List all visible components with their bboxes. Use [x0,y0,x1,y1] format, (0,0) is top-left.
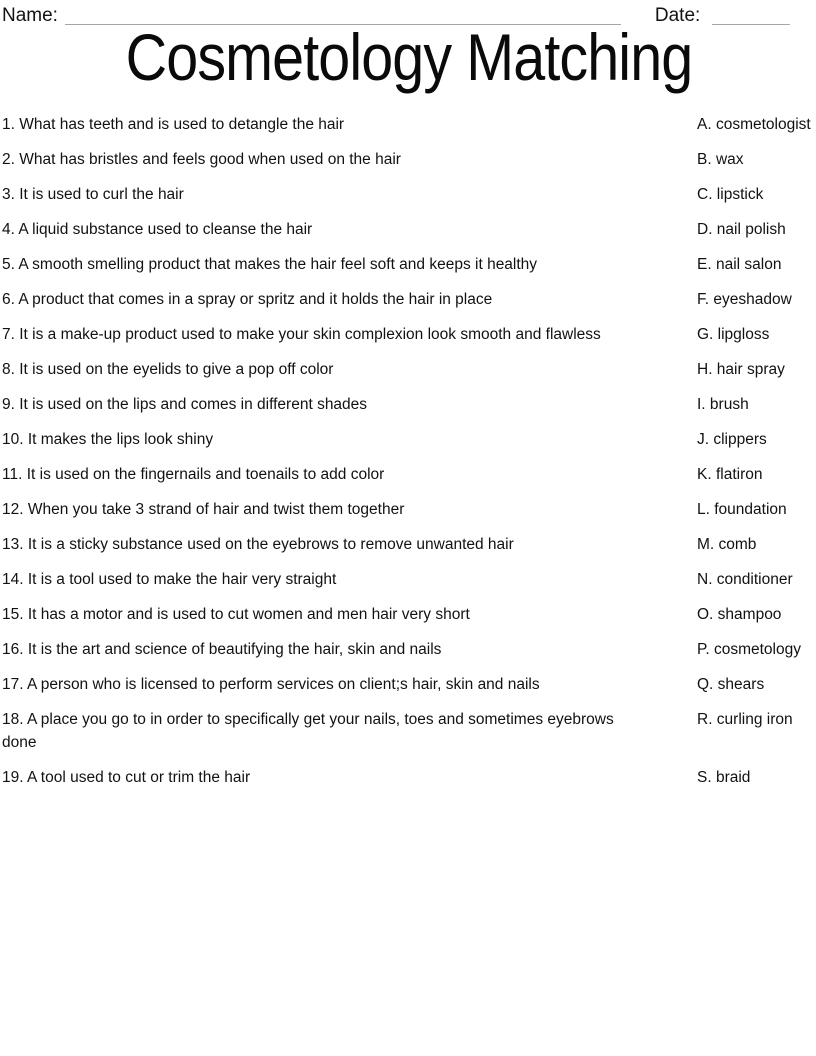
matching-row [2,603,816,626]
matching-row [2,428,816,451]
question-text: 5. A smooth smelling product that makes the hair feel soft and keeps it healthy [2,256,538,273]
matching-row [2,638,816,661]
answer-option: K. flatiron [697,466,763,483]
answer-option: R. curling iron [697,711,793,728]
date-label: Date: [654,5,701,26]
name-label: Name: [2,5,58,26]
question-text: 4. A liquid substance used to cleanse the hair [2,221,313,238]
page-title: Cosmetology Matching [125,20,693,94]
matching-row [2,766,816,789]
answer-option: F. eyeshadow [697,291,792,308]
matching-row [2,183,816,206]
question-text: 2. What has bristles and feels good when used on the hair [2,151,401,168]
matching-row [2,498,816,521]
question-text: 16. It is the art and science of beautifying the hair, skin and nails [2,641,442,658]
answer-option: Q. shears [697,676,765,693]
matching-row [2,568,816,591]
answer-option: I. brush [697,396,749,413]
matching-row [2,253,816,276]
matching-list [2,113,816,789]
question-text: 8. It is used on the eyelids to give a pop off color [2,361,334,378]
question-text: 13. It is a sticky substance used on the eyebrows to remove unwanted hair [2,536,514,553]
matching-row [2,148,816,171]
question-text: 6. A product that comes in a spray or spritz and it holds the hair in place [2,291,493,308]
answer-option: D. nail polish [697,221,786,238]
answer-option: E. nail salon [697,256,782,273]
question-text: 3. It is used to curl the hair [2,186,184,203]
question-text: 10. It makes the lips look shiny [2,431,214,448]
answer-option: B. wax [697,151,744,168]
matching-row [2,358,816,381]
matching-row [2,393,816,416]
matching-row [2,218,816,241]
matching-row [2,463,816,486]
answer-option: H. hair spray [697,361,785,378]
question-text: 1. What has teeth and is used to detangle the hair [2,116,345,133]
answer-option: C. lipstick [697,186,764,203]
answer-option: G. lipgloss [697,326,770,343]
answer-option: L. foundation [697,501,787,518]
question-text: 12. When you take 3 strand of hair and twist them together [2,501,405,518]
matching-row [2,288,816,311]
matching-row [2,323,816,346]
question-text: 19. A tool used to cut or trim the hair [2,769,251,786]
answer-option: M. comb [697,536,757,553]
question-text: 15. It has a motor and is used to cut women and men hair very short [2,606,470,623]
answer-option: N. conditioner [697,571,793,588]
answer-option: S. braid [697,769,751,786]
answer-option: O. shampoo [697,606,782,623]
answer-option: A. cosmetologist [697,116,811,133]
question-text: 17. A person who is licensed to perform services on client;s hair, skin and nails [2,676,540,693]
matching-row [2,673,816,696]
question-text: 11. It is used on the fingernails and toenails to add color [2,466,385,483]
answer-option: P. cosmetology [697,641,801,658]
question-text: 7. It is a make-up product used to make your skin complexion look smooth and flawless [2,326,601,343]
question-text: 14. It is a tool used to make the hair very straight [2,571,337,588]
answer-option: J. clippers [697,431,767,448]
matching-row [2,113,816,136]
question-text: 18. A place you go to in order to specifically get your nails, toes and sometimes eyebrows done [2,711,614,751]
matching-row [2,533,816,556]
question-text: 9. It is used on the lips and comes in different shades [2,396,368,413]
matching-row [2,708,816,754]
